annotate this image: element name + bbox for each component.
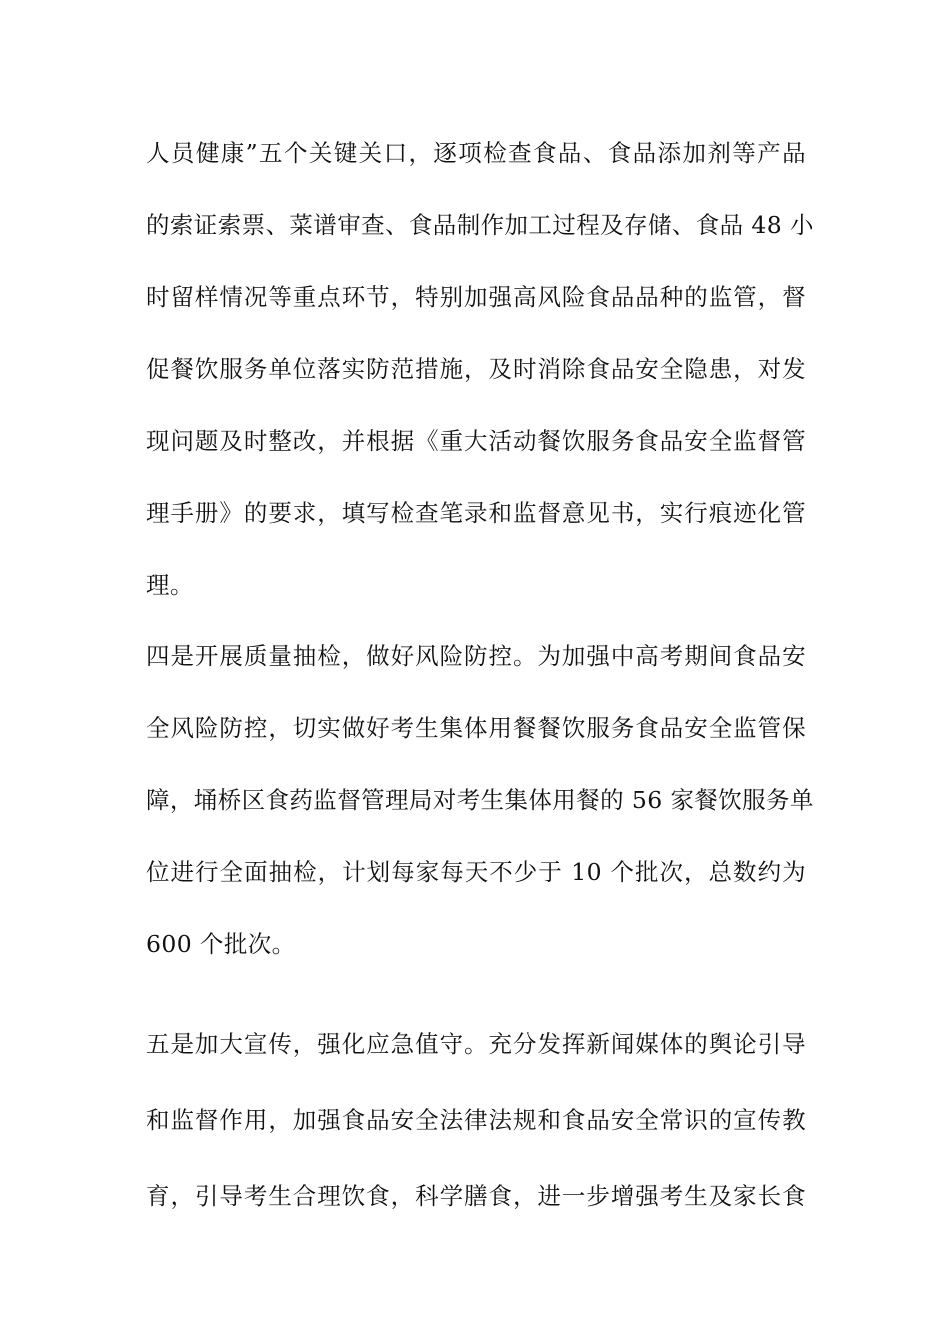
paragraph-line: 和监督作用，加强食品安全法律法规和食品安全常识的宣传教	[146, 1106, 806, 1134]
paragraph-line: 600 个批次。	[146, 930, 296, 958]
paragraph-line: 五是加大宣传，强化应急值守。充分发挥新闻媒体的舆论引导	[146, 1030, 806, 1058]
paragraph-line: 位进行全面抽检，计划每家每天不少于 10 个批次，总数约为	[146, 858, 806, 886]
paragraph-line: 理。	[146, 571, 194, 599]
paragraph-line: 人员健康”五个关键关口，逐项检查食品、食品添加剂等产品	[146, 139, 806, 167]
paragraph-line: 四是开展质量抽检，做好风险防控。为加强中高考期间食品安	[146, 642, 806, 670]
paragraph-line: 全风险防控，切实做好考生集体用餐餐饮服务食品安全监管保	[146, 714, 806, 742]
paragraph-line: 的索证索票、菜谱审查、食品制作加工过程及存储、食品 48 小	[146, 211, 814, 239]
paragraph-line: 时留样情况等重点环节，特别加强高风险食品品种的监管，督	[146, 283, 806, 311]
paragraph-line: 促餐饮服务单位落实防范措施，及时消除食品安全隐患，对发	[146, 355, 806, 383]
paragraph-line: 障，埇桥区食药监督管理局对考生集体用餐的 56 家餐饮服务单	[146, 786, 814, 814]
paragraph-line: 现问题及时整改，并根据《重大活动餐饮服务食品安全监督管	[146, 427, 806, 455]
paragraph-line: 理手册》的要求，填写检查笔录和监督意见书，实行痕迹化管	[146, 499, 806, 527]
paragraph-line: 育，引导考生合理饮食，科学膳食，进一步增强考生及家长食	[146, 1182, 806, 1210]
